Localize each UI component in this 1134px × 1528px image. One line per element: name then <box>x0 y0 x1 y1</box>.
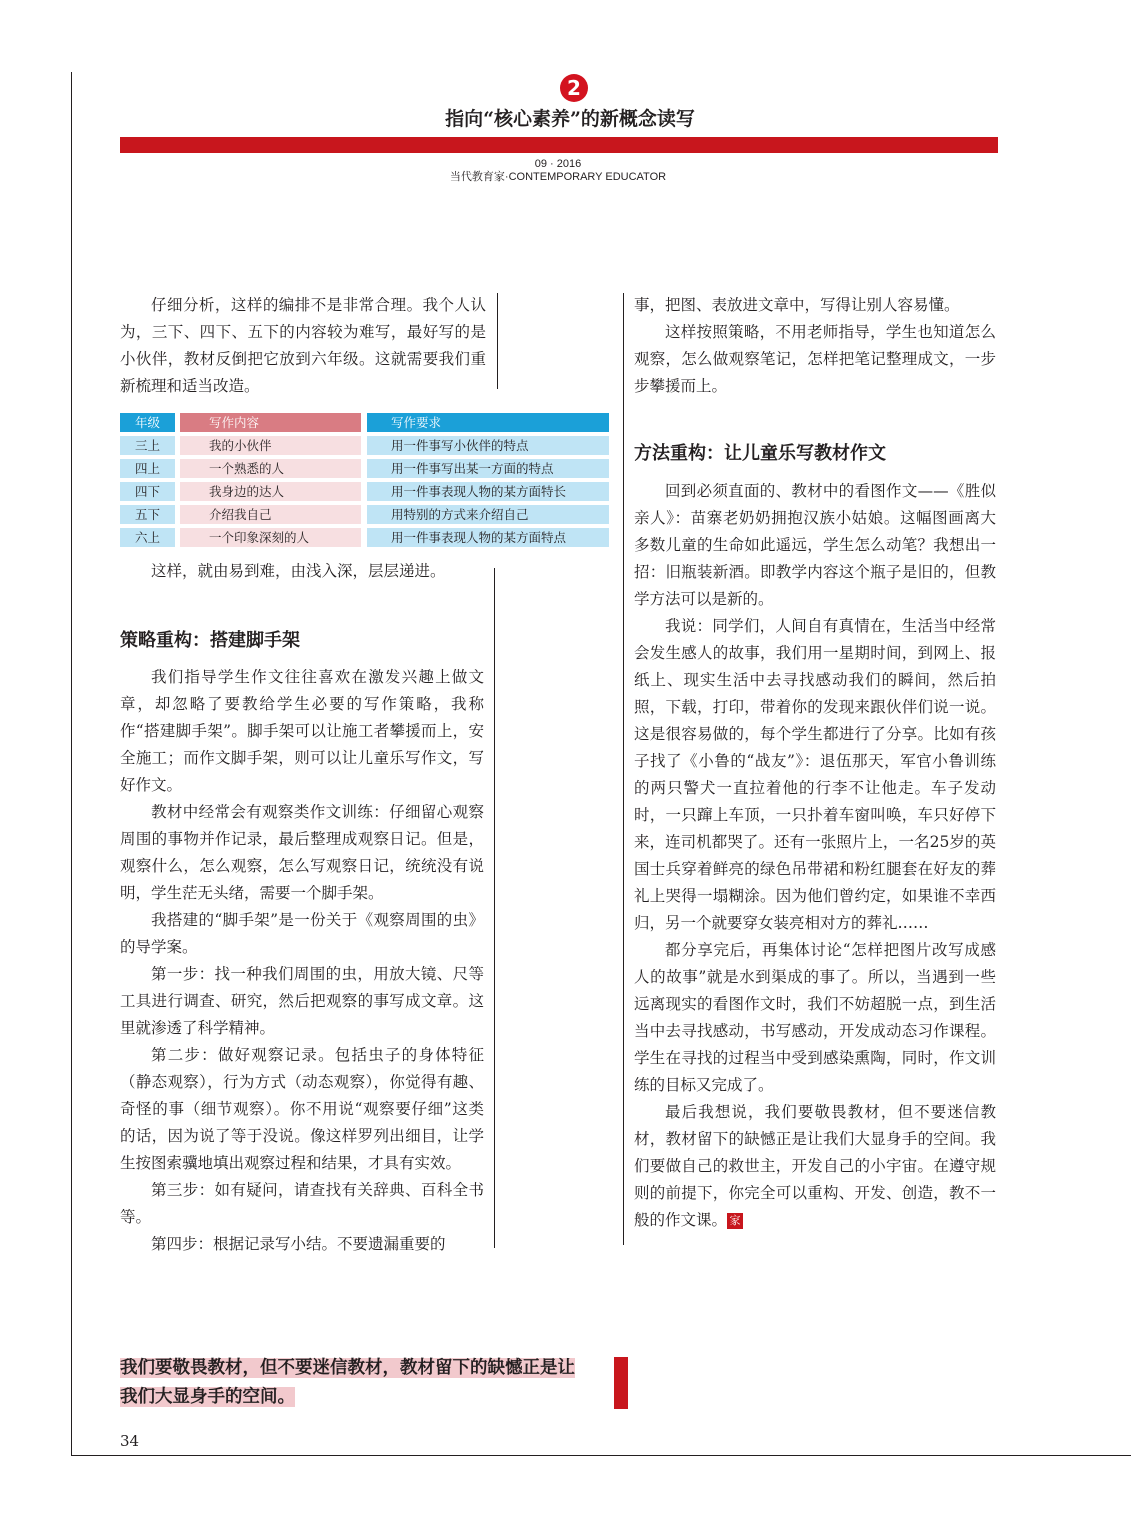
table-cell-requirement: 用一件事表现人物的某方面特长 <box>367 482 609 501</box>
table-header-content: 写作内容 <box>180 413 361 432</box>
table-cell-grade: 三上 <box>120 436 175 455</box>
table-cell-content: 一个印象深刻的人 <box>180 528 361 547</box>
table-header-grade: 年级 <box>120 413 175 432</box>
left-intro <box>120 292 486 400</box>
table-cell-content: 我的小伙伴 <box>180 436 361 455</box>
right-body <box>634 478 996 1234</box>
paragraph: 我说：同学们，人间自有真情在，生活当中经常会发生感人的故事，我们用一星期时间，到网上、报纸上、现实生活中去寻找感动我们的瞬间，然后拍照，下载，打印，带着你的发现来跟伙伴们说一说。这是很容易做的，每个学生都进行了分享。比如有孩子找了《小鲁的“战友”》：退伍那天，军官小鲁训练的两只警犬一直拉着他的行李不让他走。车子发动时，一只蹿上车顶，一只扑着车窗叫唤，车只好停下来，连司机都哭了。还有一张照片上，一名25岁的英国士兵穿着鲜亮的绿色吊带裙和粉红腿套在好友的葬礼上哭得一塌糊涂。因为他们曾约定，如果谁不幸西归，另一个就要穿女装亮相对方的葬礼…… <box>634 617 996 932</box>
issue-info <box>380 158 736 184</box>
left-body <box>120 664 484 1258</box>
paragraph: 第四步：根据记录写小结。不要遗漏重要的 <box>151 1235 446 1253</box>
table-cell-requirement: 用特别的方式来介绍自己 <box>367 505 609 524</box>
table-header-requirement: 写作要求 <box>367 413 609 432</box>
paragraph: 我搭建的“脚手架”是一份关于《观察周围的虫》的导学案。 <box>120 911 484 956</box>
strategy-heading: 策略重构：搭建脚手架 <box>120 630 300 651</box>
table-cell-requirement: 用一件事表现人物的某方面特点 <box>367 528 609 547</box>
after-table-text <box>120 558 486 585</box>
right-top <box>634 292 996 400</box>
header-red-bar <box>120 137 998 153</box>
column-divider-top <box>497 293 498 389</box>
page-number: 34 <box>120 1432 140 1450</box>
pull-quote-text: 我们要敬畏教材，但不要迷信教材，教材留下的缺憾正是让我们大显身手的空间。 <box>120 1358 575 1407</box>
section-title: 指向“核心素养”的新概念读写 <box>445 108 695 130</box>
paragraph: 我们指导学生作文往往喜欢在激发兴趣上做文章，却忽略了要教给学生必要的写作策略，我称作“搭建脚手架”。脚手架可以让施工者攀援而上，安全施工；而作文脚手架，则可以让儿童乐写作文，写好作文。 <box>120 668 484 794</box>
paragraph: 事，把图、表放进文章中，写得让别人容易懂。 <box>634 296 960 314</box>
bottom-frame-line <box>71 1455 1131 1456</box>
paragraph: 回到必须直面的、教材中的看图作文——《胜似亲人》：苗寨老奶奶拥抱汉族小姑娘。这幅图画离大多数儿童的生命如此遥远，学生怎么动笔？我想出一招：旧瓶装新酒。即教学内容这个瓶子是旧的，但教学方法可以是新的。 <box>634 482 996 608</box>
journal-name: 当代教育家·CONTEMPORARY EDUCATOR <box>449 171 667 183</box>
end-mark-icon: 家 <box>727 1213 743 1229</box>
table-cell-content: 我身边的达人 <box>180 482 361 501</box>
paragraph: 第一步：找一种我们周围的虫，用放大镜、尺等工具进行调查、研究，然后把观察的事写成文章。这里就渗透了科学精神。 <box>120 965 484 1037</box>
paragraph: 这样，就由易到难，由浅入深，层层递进。 <box>151 562 446 580</box>
paragraph: 这样按照策略，不用老师指导，学生也知道怎么观察，怎么做观察笔记，怎样把笔记整理成文，一步步攀援而上。 <box>634 323 996 395</box>
paragraph <box>634 1099 996 1234</box>
right-column-rule <box>623 293 624 1245</box>
column-divider-bottom <box>494 568 495 1248</box>
pull-quote-red-bar <box>614 1357 628 1409</box>
table-cell-requirement: 用一件事写出某一方面的特点 <box>367 459 609 478</box>
table-cell-grade: 六上 <box>120 528 175 547</box>
pull-quote <box>120 1354 590 1412</box>
table-cell-grade: 四下 <box>120 482 175 501</box>
paragraph: 仔细分析，这样的编排不是非常合理。我个人认为，三下、四下、五下的内容较为难写，最好写的是小伙伴，教材反倒把它放到六年级。这就需要我们重新梳理和适当改造。 <box>120 296 486 395</box>
left-frame-line <box>71 72 72 1456</box>
table-cell-grade: 四上 <box>120 459 175 478</box>
issue-date: 09 · 2016 <box>534 158 582 170</box>
table-cell-requirement: 用一件事写小伙伴的特点 <box>367 436 609 455</box>
closing-text: 最后我想说，我们要敬畏教材，但不要迷信教材，教材留下的缺憾正是让我们大显身手的空间。我们要做自己的救世主，开发自己的小宇宙。在遵守规则的前提下，你完全可以重构、开发、创造，教不一般的作文课。 <box>634 1103 996 1229</box>
method-heading: 方法重构：让儿童乐写教材作文 <box>634 443 886 464</box>
table-cell-content: 一个熟悉的人 <box>180 459 361 478</box>
table-cell-grade: 五下 <box>120 505 175 524</box>
paragraph: 第二步：做好观察记录。包括虫子的身体特征（静态观察），行为方式（动态观察），你觉得有趣、奇怪的事（细节观察）。你不用说“观察要仔细”这类的话，因为说了等于没说。像这样罗列出细目，让学生按图索骥地填出观察过程和结果，才具有实效。 <box>120 1046 484 1172</box>
section-number-badge: 2 <box>560 74 588 102</box>
paragraph: 教材中经常会有观察类作文训练：仔细留心观察周围的事物并作记录，最后整理成观察日记。但是，观察什么，怎么观察，怎么写观察日记，统统没有说明，学生茫无头绪，需要一个脚手架。 <box>120 803 484 902</box>
paragraph: 第三步：如有疑问，请查找有关辞典、百科全书等。 <box>120 1181 484 1226</box>
table-cell-content: 介绍我自己 <box>180 505 361 524</box>
paragraph: 都分享完后，再集体讨论“怎样把图片改写成感人的故事”就是水到渠成的事了。所以，当遇到一些远离现实的看图作文时，我们不妨超脱一点，到生活当中去寻找感动，书写感动，开发成动态习作课程。学生在寻找的过程当中受到感染熏陶，同时，作文训练的目标又完成了。 <box>634 941 996 1094</box>
